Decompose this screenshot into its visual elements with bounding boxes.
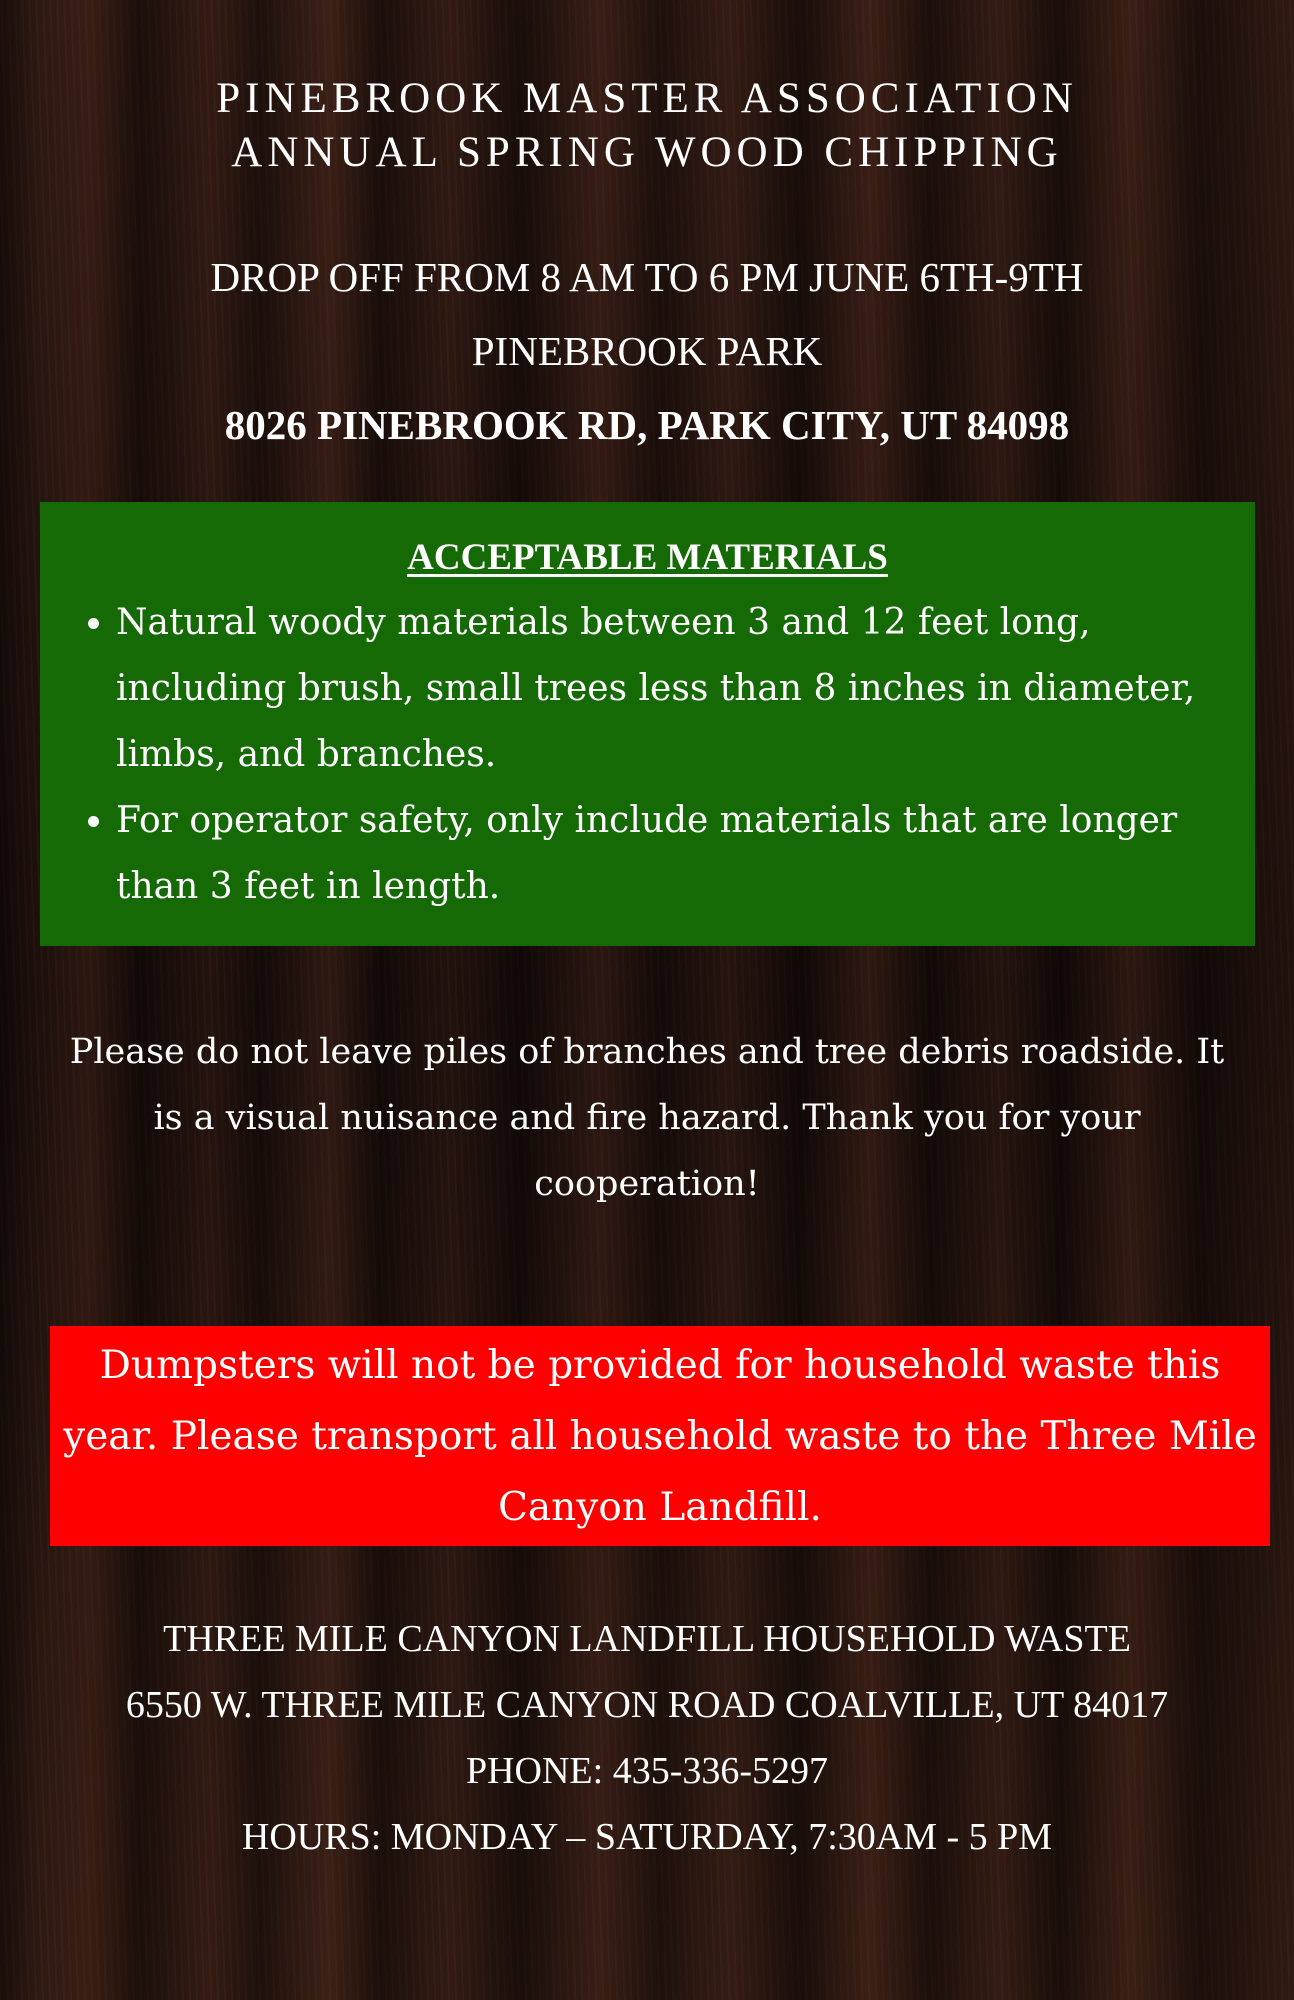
dropoff-times: DROP OFF FROM 8 AM TO 6 PM JUNE 6TH-9TH — [210, 254, 1084, 300]
roadside-notice: Please do not leave piles of branches and tree debris roadside. It is a visual nuisance and fire hazard. Thank you for your cooperation! — [69, 1032, 1225, 1204]
landfill-phone: PHONE: 435-336-5297 — [465, 1750, 829, 1792]
title-line-association: PINEBROOK MASTER ASSOCIATION — [216, 75, 1078, 122]
flyer-title — [0, 72, 1294, 180]
event-location: PINEBROOK PARK — [471, 328, 823, 374]
dumpster-warning-box: Dumpsters will not be provided for household waste this year. Please transport all household waste to the Three Mile Canyon Landfill. — [50, 1326, 1270, 1546]
landfill-name: THREE MILE CANYON LANDFILL HOUSEHOLD WASTE — [163, 1618, 1131, 1660]
materials-heading: ACCEPTABLE MATERIALS — [407, 537, 888, 578]
acceptable-materials-box — [40, 502, 1255, 946]
list-item: • For operator safety, only include materials that are longer than 3 feet in length. — [116, 788, 1243, 920]
landfill-address: 6550 W. THREE MILE CANYON ROAD COALVILLE, UT 84017 — [125, 1684, 1169, 1726]
landfill-info — [0, 1606, 1294, 1870]
title-line-event: ANNUAL SPRING WOOD CHIPPING — [231, 129, 1063, 176]
materials-list — [52, 590, 1243, 920]
list-item: • Natural woody materials between 3 and 12 feet long, including brush, small trees less than 8 inches in diameter, limbs, and branches. — [116, 590, 1243, 788]
event-address: 8026 PINEBROOK RD, PARK CITY, UT 84098 — [224, 402, 1070, 448]
event-details — [0, 240, 1294, 462]
landfill-hours: HOURS: MONDAY – SATURDAY, 7:30AM - 5 PM — [241, 1816, 1053, 1858]
